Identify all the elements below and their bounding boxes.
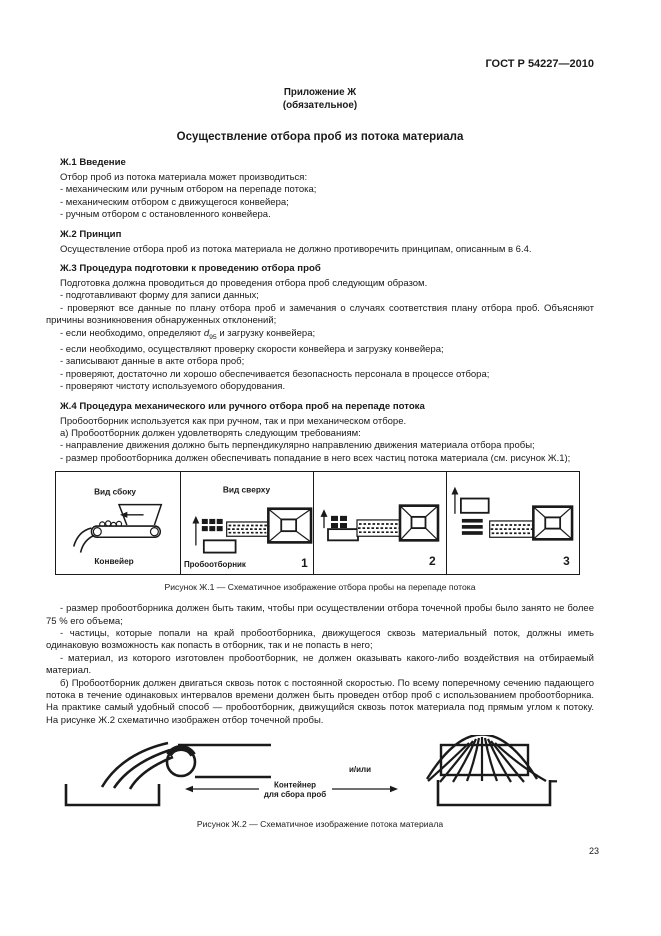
list-item: - подготавливают форму для записи данных;	[60, 290, 259, 302]
motion-arrowhead	[192, 516, 199, 524]
figure-2-caption: Рисунок Ж.2 — Схематичное изображение потока материала	[196, 819, 444, 830]
section-heading-zh2: Ж.2 Принцип	[60, 228, 122, 240]
material-flow-drawing	[46, 735, 594, 815]
step-number: 1	[301, 555, 308, 571]
and-or-label: и/или	[348, 765, 372, 775]
chute-top-view	[400, 506, 438, 541]
list-item: - проверяют, достаточно ли хорошо обеспечивается безопасность персонала в процессе отбора;	[60, 368, 490, 380]
section-heading-zh1: Ж.1 Введение	[60, 157, 126, 168]
section-heading-zh4: Ж.4 Процедура механического или ручного отбора проб на перепаде потока	[60, 400, 425, 412]
chute-top-view	[533, 507, 572, 540]
list-item: - ручным отбором с остановленного конвейера.	[60, 209, 271, 221]
figure-1	[55, 471, 580, 575]
figure-2	[46, 735, 594, 815]
list-item: - материал, из которого изготовлен пробоотборник, не должен оказывать какого-либо воздействия на отбираемый материал.	[46, 652, 594, 677]
motion-arrowhead	[451, 487, 458, 495]
container-label-line1: Контейнер	[273, 780, 317, 790]
list-item: - записывают данные в акте отбора проб;	[60, 356, 245, 368]
paragraph: Пробоотборник используется как при ручном, так и при механическом отборе.	[60, 415, 407, 427]
list-item-text: - если необходимо, определяют	[60, 327, 204, 339]
figure-1-caption: Рисунок Ж.1 — Схематичное изображение отбора пробы на перепаде потока	[164, 582, 476, 593]
list-item-text: и загрузку конвейера;	[216, 327, 316, 339]
paragraph: Отбор проб из потока материала может производиться:	[60, 172, 308, 183]
arrow-right-head	[390, 786, 398, 792]
sample-container-left	[66, 784, 159, 805]
motion-arrowhead	[321, 509, 328, 517]
view-label: Вид сверху	[222, 484, 271, 495]
appendix-kind: (обязательное)	[282, 100, 358, 111]
d95-subscript: 95	[209, 333, 217, 341]
list-item: - проверяют все данные по плану отбора проб и замечания о случаях соответствия плану отбора проб. Объясняют причины возникновения обнаруженных отклонений;	[46, 302, 594, 327]
container-label-line2: для сбора проб	[263, 790, 327, 800]
list-item-d95	[46, 328, 594, 344]
list-item: - размер пробоотборника должен быть таким, чтобы при осуществлении отбора точечной пробы было занято не более 75 % его объема;	[46, 603, 594, 627]
fig1-panel-step-3	[447, 472, 579, 574]
motion-marks	[202, 519, 223, 531]
step-number: 2	[429, 553, 436, 569]
fig1-panel-step-1	[181, 472, 314, 574]
fig1-panel-step-2	[314, 472, 447, 574]
list-item: - механическим отбором с движущегося конвейера;	[60, 196, 289, 208]
sampler-box	[461, 499, 489, 513]
view-label: Вид сбоку	[94, 486, 137, 497]
paragraph: б) Пробоотборник должен двигаться сквозь поток с постоянной скоростью. По всему поперечному сечению падающего потока в течение одинаковых интервалов времени должен быть проведен отбор проб с использованием пробоотборника. На практике самый удобный способ — пробоотборник, движущийся сквозь поток материала под прямым углом к потоку. На рисунке Ж.2 схематично изображен отбор точечной пробы.	[46, 677, 594, 726]
list-item: - частицы, которые попали на край пробоотборника, движущегося сквозь материальный поток, должны иметь одинаковую возможность как попасть в отборник, так и не попасть в него;	[46, 628, 594, 652]
sample-container-right	[438, 780, 550, 805]
chute-top-view	[268, 509, 311, 543]
sampler-step2-drawing	[314, 472, 446, 574]
list-item: - проверяют чистоту используемого оборудования.	[60, 381, 286, 393]
discharge-stream	[81, 535, 95, 552]
step-number: 3	[563, 553, 570, 569]
sampler-label: Пробоотборник	[183, 559, 246, 570]
motion-marks	[462, 519, 483, 535]
falling-material-streams	[102, 743, 173, 789]
d95-variable: d	[203, 327, 210, 339]
list-item: - размер пробоотборника должен обеспечивать попадание в него всех частиц потока материала (см. рисунок Ж.1);	[60, 452, 571, 464]
doc-title: Осуществление отбора проб из потока материала	[176, 131, 464, 143]
belt-wrap	[169, 748, 193, 755]
sampler-step1-drawing	[181, 472, 313, 574]
fig1-panel-side-view	[56, 472, 181, 574]
paragraph: а) Пробоотборник должен удовлетворять следующим требованиям:	[60, 427, 361, 439]
list-item: - если необходимо, осуществляют проверку скорости конвейера и загрузку конвейера;	[60, 343, 444, 355]
section-heading-zh3: Ж.3 Процедура подготовки к проведению отбора проб	[60, 263, 321, 275]
motion-marks	[331, 516, 347, 528]
paragraph: Осуществление отбора проб из потока материала не должно противоречить принципам, описанным в 6.4.	[60, 243, 532, 255]
list-item: - механическим или ручным отбором на перепаде потока;	[60, 184, 317, 196]
list-item: - направление движения должно быть перпендикулярно направлению движения материала отбора пробы;	[60, 440, 535, 452]
sampler-box	[204, 541, 236, 553]
spacer	[46, 593, 594, 603]
arrow-left-head	[185, 786, 193, 792]
conveyor-label: Конвейер	[94, 555, 134, 567]
doc-number: ГОСТ Р 54227—2010	[485, 58, 594, 70]
paragraph: Подготовка должна проводиться до проведения отбора проб следующим образом.	[60, 278, 428, 290]
discharge-stream	[74, 528, 92, 546]
sampler-box	[328, 529, 358, 540]
conveyor-side-view-drawing	[56, 472, 180, 574]
appendix-label: Приложение Ж	[283, 87, 357, 98]
sampler-step3-drawing	[447, 472, 579, 574]
page-number: 23	[588, 846, 599, 856]
